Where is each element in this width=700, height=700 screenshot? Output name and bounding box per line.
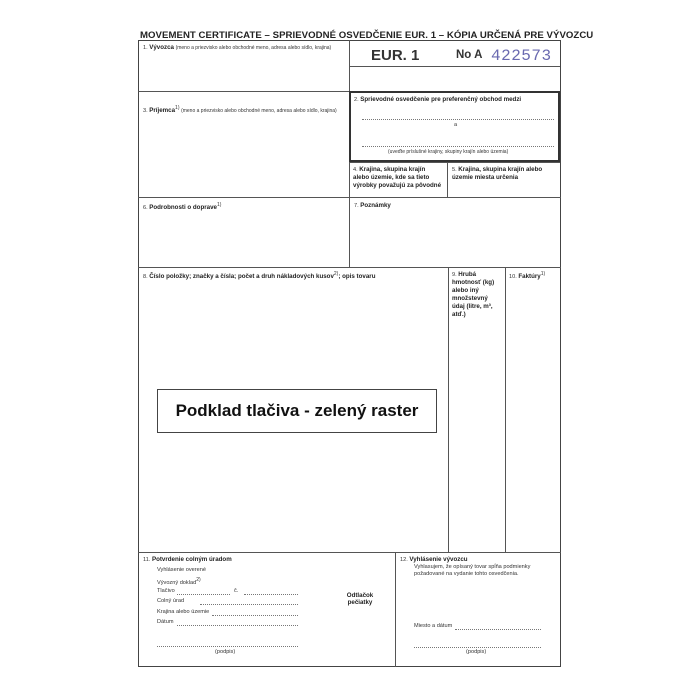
box3-label (143, 105, 343, 115)
dotted-line (157, 646, 298, 647)
certificate-header-title: MOVEMENT CERTIFICATE – SPRIEVODNÉ OSVEDČENIE EUR. 1 – KÓPIA URČENÁ PRE VÝVOZCU (140, 30, 594, 41)
background-note-label: Podklad tlačiva - zelený raster (157, 389, 437, 433)
divider (349, 162, 560, 163)
box5-number: 5. (452, 167, 457, 173)
box1-number: 1. (143, 45, 148, 51)
box10-label (509, 271, 559, 281)
divider (138, 267, 561, 268)
box11-line-verified: Vyhlásenie overené (157, 567, 206, 573)
divider (349, 66, 560, 67)
box1-description: (meno a priezvisko alebo obchodné meno, adresa alebo sídlo, krajina) (175, 45, 332, 51)
box2-label (354, 96, 554, 104)
box5-label (452, 166, 556, 182)
box8-footnote: 2) (333, 271, 339, 277)
divider (138, 91, 349, 92)
box11-number: 11. (143, 557, 151, 563)
box11-line-form: Tlačivo (157, 588, 175, 594)
dotted-line (177, 625, 298, 626)
box12-place-date-label: Miesto a dátum (414, 623, 453, 629)
box12-signature-label: (podpis) (466, 649, 487, 655)
dotted-line (455, 629, 541, 630)
box6-label (143, 202, 343, 212)
box4-number: 4. (353, 167, 358, 173)
box11-line-customs-office: Colný úrad (157, 598, 185, 604)
box12-number: 12. (400, 557, 408, 563)
box11-title: Potvrdenie colným úradom (151, 556, 232, 563)
divider (395, 552, 396, 667)
box5-title: Krajina, skupina krajín alebo územie miesta určenia (452, 166, 543, 181)
box2-number: 2. (354, 97, 359, 103)
box10-number: 10. (509, 273, 517, 280)
box4-label (353, 166, 443, 190)
divider (505, 267, 506, 552)
box11-stamp-label: Odtlačok pečiatky (346, 592, 374, 606)
box6-title: Podrobnosti o doprave (149, 203, 217, 211)
box11-footnote: 2) (196, 577, 201, 583)
box3-description: (meno a priezvisko alebo obchodné meno, adresa alebo sídlo, krajina) (181, 107, 337, 114)
box11-signature-label: (podpis) (215, 649, 236, 655)
box12-declaration-text: Vyhlasujem, že opísaný tovar spĺňa podmienky požadované na vydanie tohto osvedčenia. (414, 564, 531, 577)
dotted-line (362, 146, 554, 147)
box2-connector: a (454, 122, 458, 128)
box6-footnote: 1) (216, 202, 222, 208)
box2-note: (uveďte príslušné krajiny, skupiny krajín alebo územia) (388, 149, 509, 155)
box4-title: Krajina, skupina krajín alebo územie, kde sa tieto výrobky považujú za pôvodné (353, 166, 442, 189)
box12-label (400, 556, 555, 564)
dotted-line (212, 615, 298, 616)
box3-footnote: 1) (175, 105, 180, 111)
box10-title: Faktúry (518, 272, 541, 280)
dotted-line (244, 594, 298, 595)
box8-title-suffix: ; opis tovaru (338, 272, 376, 280)
box7-number: 7. (354, 203, 359, 209)
box9-number: 9. (452, 272, 457, 278)
dotted-line (177, 594, 230, 595)
certificate-no-label: No A (456, 49, 483, 61)
box12-title: Vyhlásenie vývozcu (409, 556, 468, 563)
dotted-line (200, 604, 298, 605)
box11-label (143, 556, 383, 564)
box11-line-country: Krajina alebo územie (157, 609, 210, 615)
box11-line-export-doc (157, 577, 201, 587)
box1-label (143, 44, 343, 52)
box2-title: Sprievodné osvedčenie pre preferenčný obchod medzi (360, 96, 522, 103)
box11-export-doc-text: Vývozný doklad (157, 579, 197, 586)
box8-title: Číslo položky; značky a čísla; počet a druh nákladových kusov (149, 272, 334, 280)
box6-number: 6. (143, 204, 148, 211)
dotted-line (414, 647, 541, 648)
certificate-type: EUR. 1 (371, 47, 420, 64)
box7-title: Poznámky (360, 202, 391, 209)
box3-number: 3. (143, 107, 148, 114)
certificate-number: 422573 (491, 47, 552, 65)
dotted-line (362, 119, 554, 120)
box11-line-date: Dátum (157, 619, 174, 625)
divider (138, 552, 561, 553)
box8-number: 8. (143, 273, 148, 280)
box10-footnote: 1) (540, 271, 546, 277)
box1-title: Vývozca (149, 44, 174, 51)
box7-label (354, 202, 554, 210)
box9-title: Hrubá hmotnosť (kg) alebo iný množstevný údaj (litre, m³, atď.) (452, 271, 495, 318)
divider (448, 267, 449, 552)
box9-label (452, 271, 502, 319)
divider (447, 162, 448, 197)
box11-c-label: č. (234, 588, 239, 594)
box8-label (143, 271, 445, 281)
box3-title: Príjemca (149, 106, 176, 114)
